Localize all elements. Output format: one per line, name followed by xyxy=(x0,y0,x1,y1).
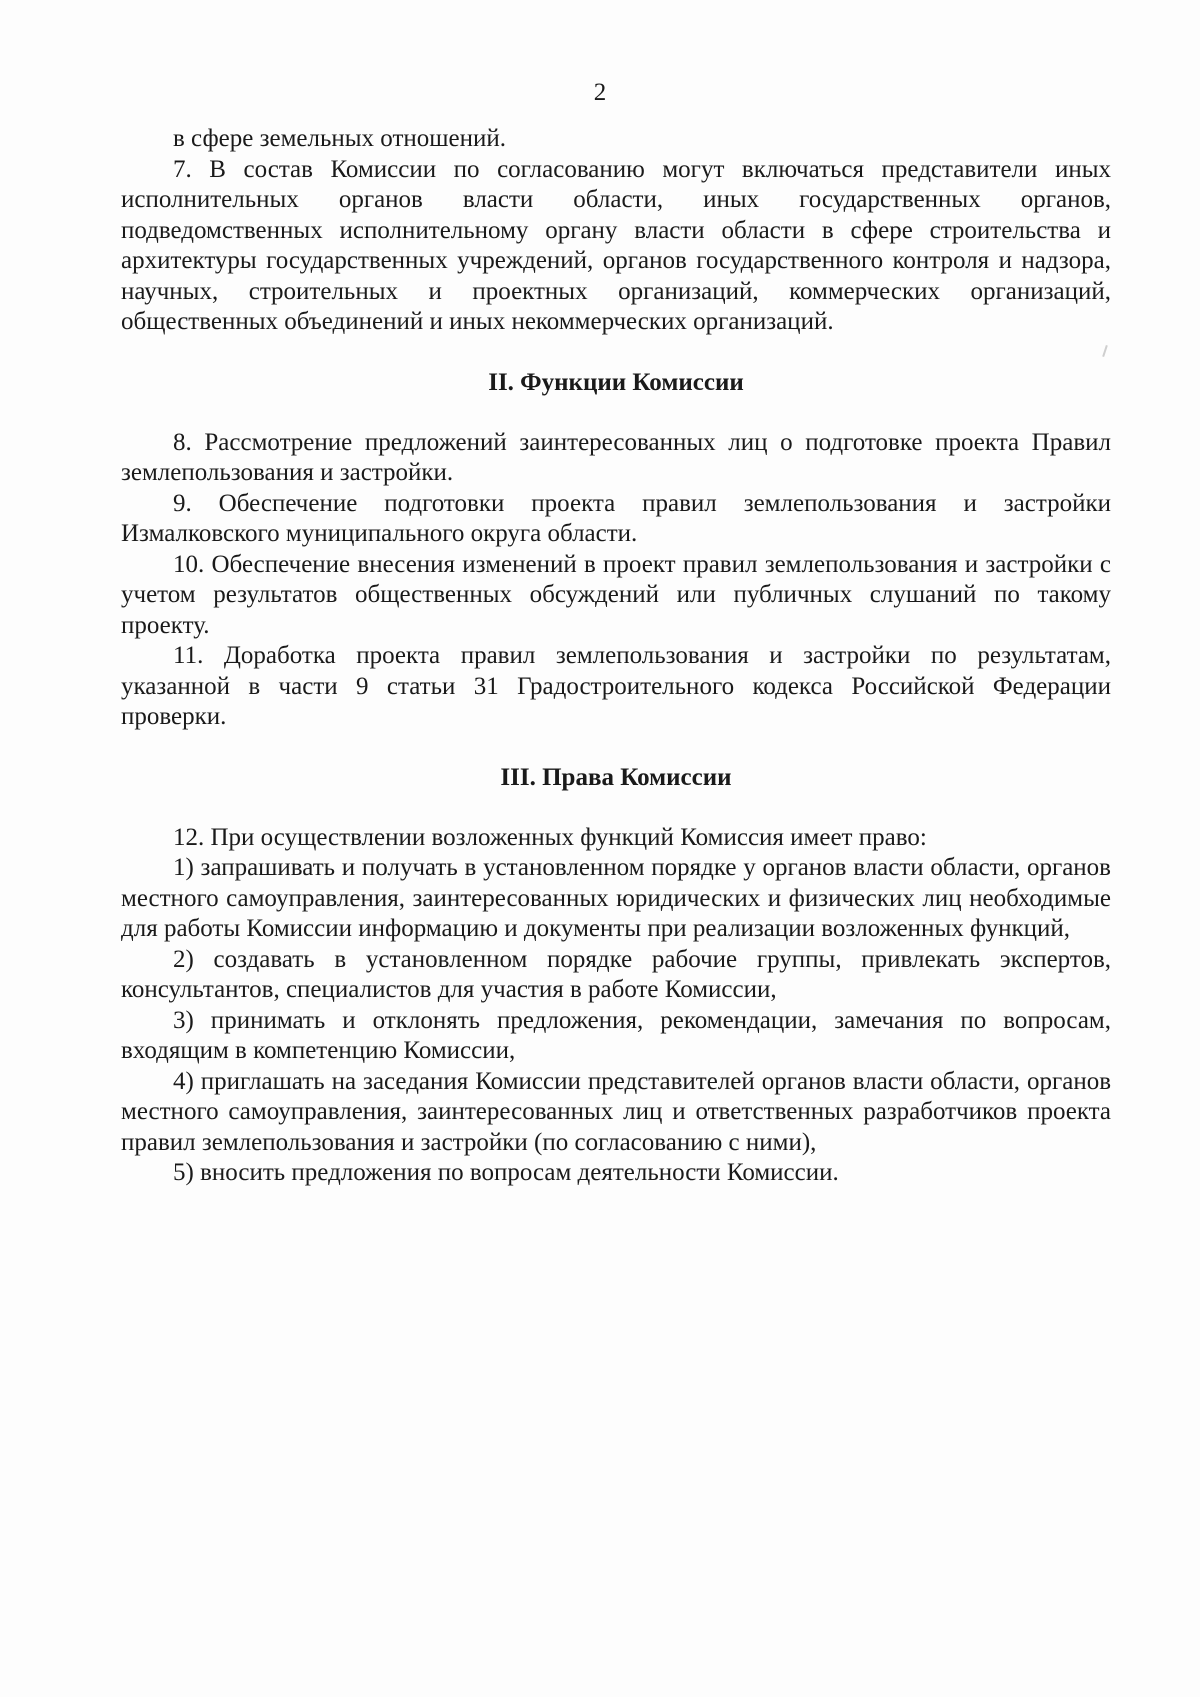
paragraph-12-item-3: 3) принимать и отклонять предложения, рекомендации, замечания по вопросам, входящим в компетенцию Комиссии, xyxy=(121,1006,1111,1064)
paragraph-12-item-1: 1) запрашивать и получать в установленном порядке у органов власти области, органов местного самоуправления, заинтересованных юридических и физических лиц необходимые для работы Комиссии информацию и документы при реализации возложенных функций, xyxy=(121,854,1111,942)
paragraph-8: 8. Рассмотрение предложений заинтересованных лиц о подготовке проекта Правил землепользования и застройки. xyxy=(121,428,1111,486)
section-heading-rights: III. Права Комиссии xyxy=(500,763,732,791)
paragraph-12-item-4: 4) приглашать на заседания Комиссии представителей органов власти области, органов местного самоуправления, заинтересованных лиц и ответственных разработчиков проекта правил землепользования и застройки (по согласованию с ними), xyxy=(121,1067,1111,1156)
paragraph-12-item-2: 2) создавать в установленном порядке рабочие группы, привлекать экспертов, консультантов, специалистов для участия в работе Комиссии, xyxy=(121,945,1111,1003)
paragraph-7: 7. В состав Комиссии по согласованию могут включаться представители иных исполнительных органов власти области, иных государственных органов, подведомственных исполнительному органу власти области в сфере строительства и архитектуры государственных учреждений, органов государственного контроля и надзора, научных, строительных и проектных организаций, коммерческих организаций, общественных объединений и иных некоммерческих организаций. xyxy=(121,155,1111,335)
paragraph-continuation: в сфере земельных отношений. xyxy=(173,125,506,152)
paragraph-9: 9. Обеспечение подготовки проекта правил землепользования и застройки Измалковского муниципального округа области. xyxy=(121,489,1111,547)
section-heading-functions: II. Функции Комиссии xyxy=(488,368,744,396)
paragraph-12-item-5: 5) вносить предложения по вопросам деятельности Комиссии. xyxy=(173,1159,839,1186)
paragraph-11: 11. Доработка проекта правил землепользования и застройки по результатам, указанной в части 9 статьи 31 Градостроительного кодекса Российской Федерации проверки. xyxy=(121,642,1111,730)
paragraph-10: 10. Обеспечение внесения изменений в проект правил землепользования и застройки с учетом результатов общественных обсуждений или публичных слушаний по такому проекту. xyxy=(121,550,1111,639)
document-body xyxy=(121,124,1111,1189)
paragraph-12: 12. При осуществлении возложенных функций Комиссия имеет право: xyxy=(173,823,927,851)
page-number: 2 xyxy=(593,79,607,106)
